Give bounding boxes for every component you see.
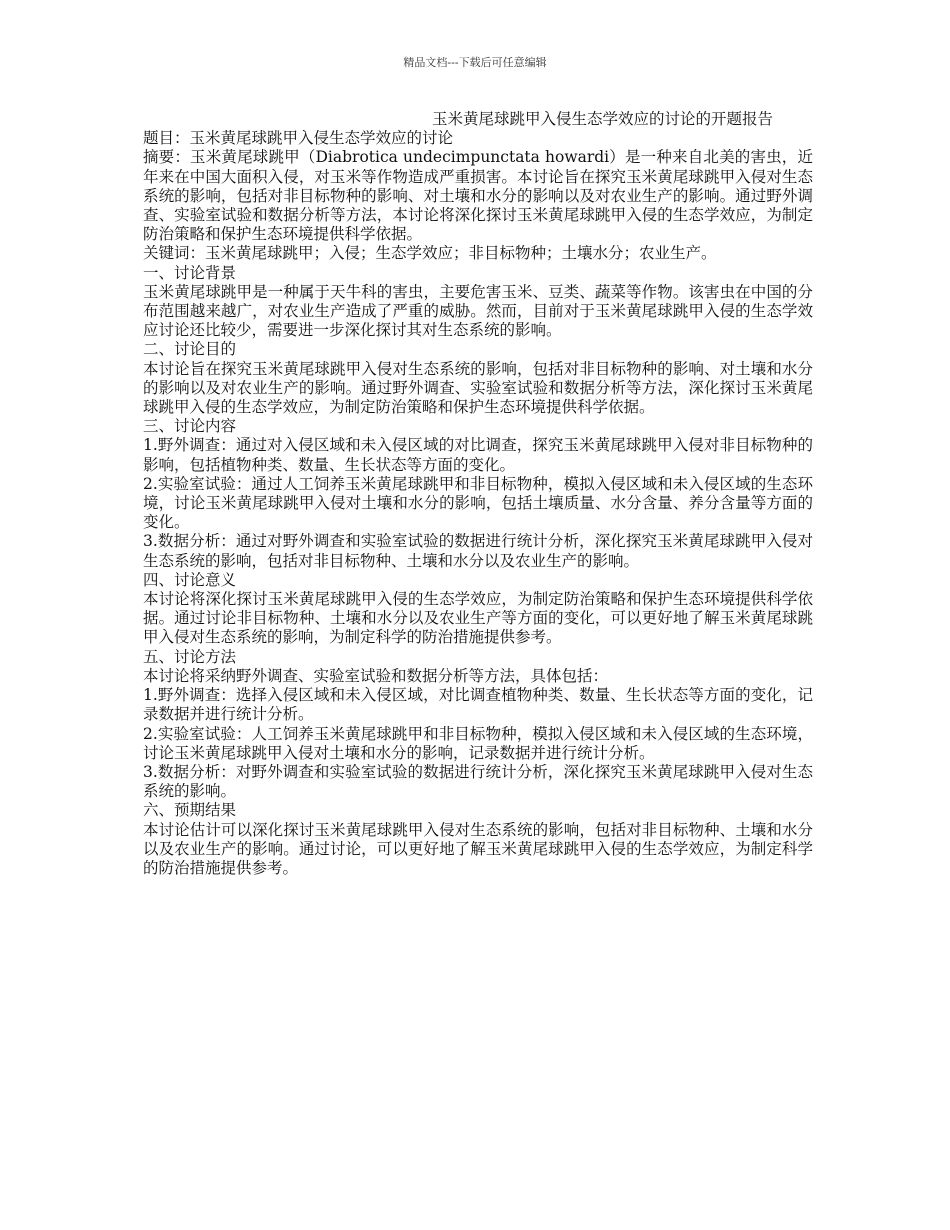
abstract-paragraph: 摘要：玉米黄尾球跳甲（Diabrotica undecimpunctata howardi）是一种来自北美的害虫，近年来在中国大面积入侵，对玉米等作物造成严重损害。本讨论旨在探究玉米黄尾球跳甲入侵对生态系统的影响，包括对非目标物种的影响、对土壤和水分的影响以及对农业生产的影响。通过野外调查、实验室试验和数据分析等方法，本讨论将深化探讨玉米黄尾球跳甲入侵的生态学效应，为制定防治策略和保护生态环境提供科学依据。 [143,148,813,244]
document-body [143,110,813,878]
background-paragraph: 玉米黄尾球跳甲是一种属于天牛科的害虫，主要危害玉米、豆类、蔬菜等作物。该害虫在中国的分布范围越来越广，对农业生产造成了严重的威胁。然而，目前对于玉米黄尾球跳甲入侵的生态学效应讨论还比较少，需要进一步深化探讨其对生态系统的影响。 [143,282,813,340]
section-heading-purpose: 二、讨论目的 [143,340,237,359]
document-title: 玉米黄尾球跳甲入侵生态学效应的讨论的开题报告 [431,110,773,128]
section-heading-significance: 四、讨论意义 [143,570,237,589]
content-item-2: 2.实验室试验：通过人工饲养玉米黄尾球跳甲和非目标物种，模拟入侵区域和未入侵区域的生态环境，讨论玉米黄尾球跳甲入侵对土壤和水分的影响，包括土壤质量、水分含量、养分含量等方面的变化。 [143,474,813,532]
content-item-1: 1.野外调查：通过对入侵区域和未入侵区域的对比调查，探究玉米黄尾球跳甲入侵对非目标物种的影响，包括植物种类、数量、生长状态等方面的变化。 [143,436,813,474]
keywords-paragraph: 关键词：玉米黄尾球跳甲；入侵；生态学效应；非目标物种；土壤水分；农业生产。 [143,244,717,263]
methods-intro: 本讨论将采纳野外调查、实验室试验和数据分析等方法，具体包括： [143,666,609,685]
section-heading-background: 一、讨论背景 [143,263,237,282]
section-heading-methods: 五、讨论方法 [143,647,237,666]
methods-item-3: 3.数据分析：对野外调查和实验室试验的数据进行统计分析，深化探究玉米黄尾球跳甲入侵对生态系统的影响。 [143,762,813,801]
section-heading-content: 三、讨论内容 [143,417,237,436]
significance-paragraph: 本讨论将深化探讨玉米黄尾球跳甲入侵的生态学效应，为制定防治策略和保护生态环境提供科学依据。通过讨论非目标物种、土壤和水分以及农业生产等方面的变化，可以更好地了解玉米黄尾球跳甲入侵对生态系统的影响，为制定科学的防治措施提供参考。 [143,590,813,647]
methods-item-2: 2.实验室试验：人工饲养玉米黄尾球跳甲和非目标物种，模拟入侵区域和未入侵区域的生态环境，讨论玉米黄尾球跳甲入侵对土壤和水分的影响，记录数据并进行统计分析。 [143,724,813,762]
page-header: 精品文档---下载后可任意编辑 [403,56,547,69]
section-heading-results: 六、预期结果 [143,801,237,820]
methods-item-1: 1.野外调查：选择入侵区域和未入侵区域，对比调查植物种类、数量、生长状态等方面的变化，记录数据并进行统计分析。 [143,686,813,724]
topic-line: 题目：玉米黄尾球跳甲入侵生态学效应的讨论 [143,129,454,148]
content-item-3: 3.数据分析：通过对野外调查和实验室试验的数据进行统计分析，深化探究玉米黄尾球跳甲入侵对生态系统的影响，包括对非目标物种、土壤和水分以及农业生产的影响。 [143,532,813,570]
results-paragraph: 本讨论估计可以深化探讨玉米黄尾球跳甲入侵对生态系统的影响，包括对非目标物种、土壤和水分以及农业生产的影响。通过讨论，可以更好地了解玉米黄尾球跳甲入侵的生态学效应，为制定科学的防治措施提供参考。 [143,820,813,877]
purpose-paragraph: 本讨论旨在探究玉米黄尾球跳甲入侵对生态系统的影响，包括对非目标物种的影响、对土壤和水分的影响以及对农业生产的影响。通过野外调查、实验室试验和数据分析等方法，深化探讨玉米黄尾球跳甲入侵的生态学效应，为制定防治策略和保护生态环境提供科学依据。 [143,359,813,417]
